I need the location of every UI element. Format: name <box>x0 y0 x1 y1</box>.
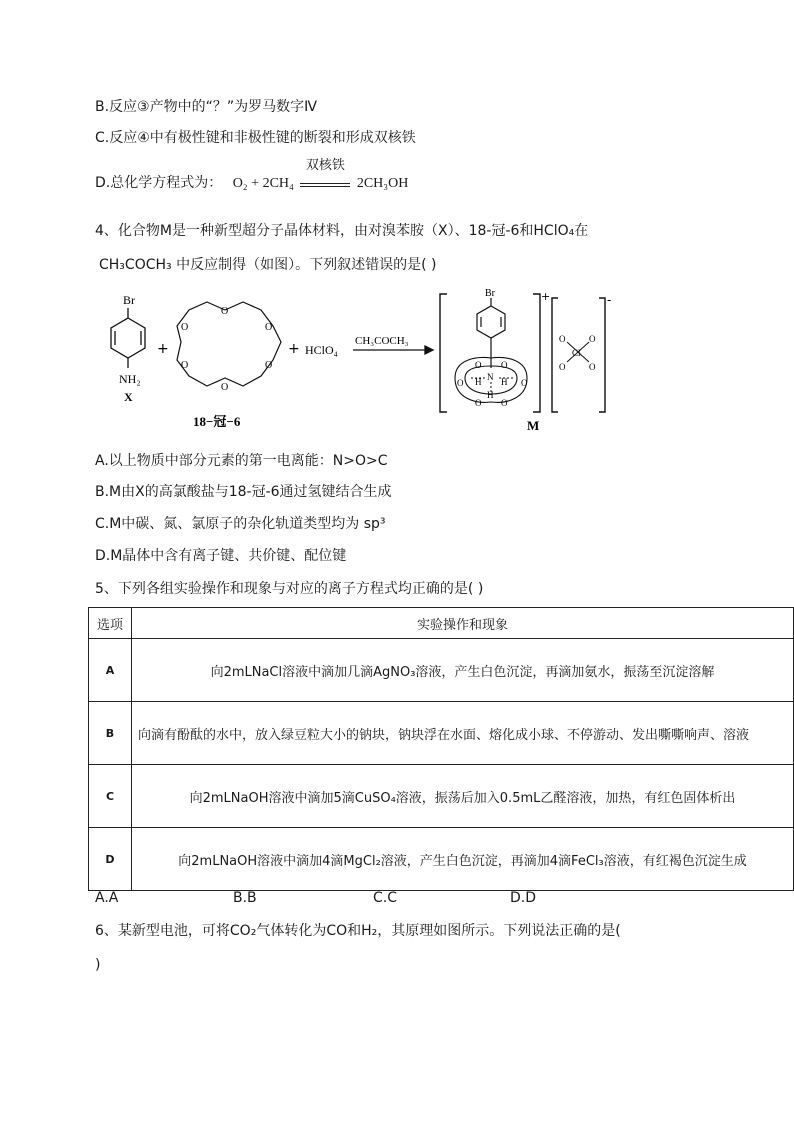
table-row <box>89 828 794 891</box>
crown-label: 18−冠−6 <box>193 414 241 429</box>
perchlorate-cl: Cl <box>572 348 581 358</box>
q3-option-d-prefix: D.总化学方程式为： <box>95 175 223 191</box>
table-header-row <box>89 608 794 639</box>
product-h-1: H <box>475 377 482 387</box>
crown-o-2: O <box>265 322 273 333</box>
x-br-label: Br <box>123 293 135 307</box>
plus-sign-1: + <box>157 341 169 357</box>
cation-charge: + <box>541 290 551 303</box>
row-option-label: C <box>89 765 132 828</box>
q5-stem: 5、下列各组实验操作和现象与对应的离子方程式均正确的是( ) <box>95 581 484 597</box>
product-o-3: O <box>475 360 482 370</box>
q5-answer-d: D.D <box>510 890 537 906</box>
q5-answer-a: A.A <box>95 890 119 906</box>
crown-o-4: O <box>221 382 229 393</box>
table-row <box>89 702 794 765</box>
crown-o-3: O <box>265 360 273 371</box>
row-option-label: A <box>89 639 132 702</box>
product-br-label: Br <box>485 288 495 299</box>
product-o-6: O <box>501 398 508 408</box>
perchlorate-o-2: O <box>589 334 596 344</box>
product-h-2: H <box>501 377 508 387</box>
crown-o-5: O <box>181 360 189 371</box>
q3-equation-lhs: O₂ + 2CH₄ <box>232 176 294 191</box>
q6-stem-line2: ) <box>95 957 101 973</box>
header-option: 选项 <box>89 608 132 639</box>
crown-ether-ring <box>177 302 281 386</box>
q3-catalyst: 双核铁 <box>305 158 345 173</box>
q4-option-d: D.M晶体中含有离子键、共价键、配位键 <box>95 548 347 564</box>
crown-o-1: O <box>221 306 229 317</box>
row-description: 向2mLNaOH溶液中滴加4滴MgCl₂溶液，产生白色沉淀，再滴加4滴FeCl₃溶液，有红褐色沉淀生成 <box>132 828 794 891</box>
row-option-label: B <box>89 702 132 765</box>
plus-sign-2: + <box>288 341 300 357</box>
q3-option-c: C.反应④中有极性键和非极性键的断裂和形成双核铁 <box>95 130 416 146</box>
table-row <box>89 639 794 702</box>
x-benzene-ring <box>111 308 145 368</box>
product-o-1: O <box>457 378 464 388</box>
m-label: M <box>527 418 540 433</box>
q4-option-b: B.M由X的高氯酸盐与18-冠-6通过氢键结合生成 <box>95 484 392 500</box>
solvent-label: CH₃COCH₃ <box>355 335 409 347</box>
q6-stem-line1: 6、某新型电池，可将CO₂气体转化为CO和H₂，其原理如图所示。下列说法正确的是( <box>95 923 621 939</box>
q3-equation-arrow <box>300 158 350 187</box>
table-row <box>89 765 794 828</box>
q3-option-b: B.反应③产物中的“？”为罗马数字Ⅳ <box>95 99 318 115</box>
perchlorate-o-3: O <box>559 362 566 372</box>
product-o-5: O <box>475 398 482 408</box>
hclo4-label: HClO₄ <box>305 343 338 357</box>
q5-answer-b: B.B <box>233 890 257 906</box>
q4-stem-line2: CH₃COCH₃ 中反应制得（如图）。下列叙述错误的是( ) <box>99 257 437 273</box>
q5-experiment-table <box>88 607 794 891</box>
product-h-3: H <box>487 390 494 400</box>
row-description: 向2mLNaCl溶液中滴加几滴AgNO₃溶液，产生白色沉淀，再滴加氨水，振荡至沉淀溶解 <box>132 639 794 702</box>
q5-answer-c: C.C <box>373 890 398 906</box>
row-option-label: D <box>89 828 132 891</box>
q4-reaction-figure <box>95 286 635 436</box>
q3-equation-rhs: 2CH₃OH <box>356 176 409 191</box>
q3-option-d <box>95 158 409 194</box>
q4-option-c: C.M中碳、氮、氯原子的杂化轨道类型均为 sp³ <box>95 516 386 532</box>
q4-stem-line1: 4、化合物M是一种新型超分子晶体材料，由对溴苯胺（X）、18-冠-6和HClO₄在 <box>95 223 589 239</box>
perchlorate-o-1: O <box>559 334 566 344</box>
product-o-2: O <box>521 378 528 388</box>
x-label: X <box>124 390 133 404</box>
reaction-arrow <box>353 346 433 354</box>
q4-option-a: A.以上物质中部分元素的第一电离能：N>O>C <box>95 453 388 469</box>
x-nh2-label: NH₂ <box>119 372 141 386</box>
row-description: 向2mLNaOH溶液中滴加5滴CuSO₄溶液，振荡后加入0.5mL乙醛溶液，加热，有红色固体析出 <box>132 765 794 828</box>
crown-o-6: O <box>181 322 189 333</box>
product-o-4: O <box>501 360 508 370</box>
product-n-label: N <box>487 372 494 382</box>
anion-charge: - <box>607 293 612 307</box>
perchlorate-o-4: O <box>589 362 596 372</box>
reaction-scheme <box>95 286 635 436</box>
header-operation: 实验操作和现象 <box>132 608 794 639</box>
row-description: 向滴有酚酞的水中，放入绿豆粒大小的钠块，钠块浮在水面、熔化成小球、不停游动、发出嘶嘶响声、溶液 <box>132 702 794 765</box>
